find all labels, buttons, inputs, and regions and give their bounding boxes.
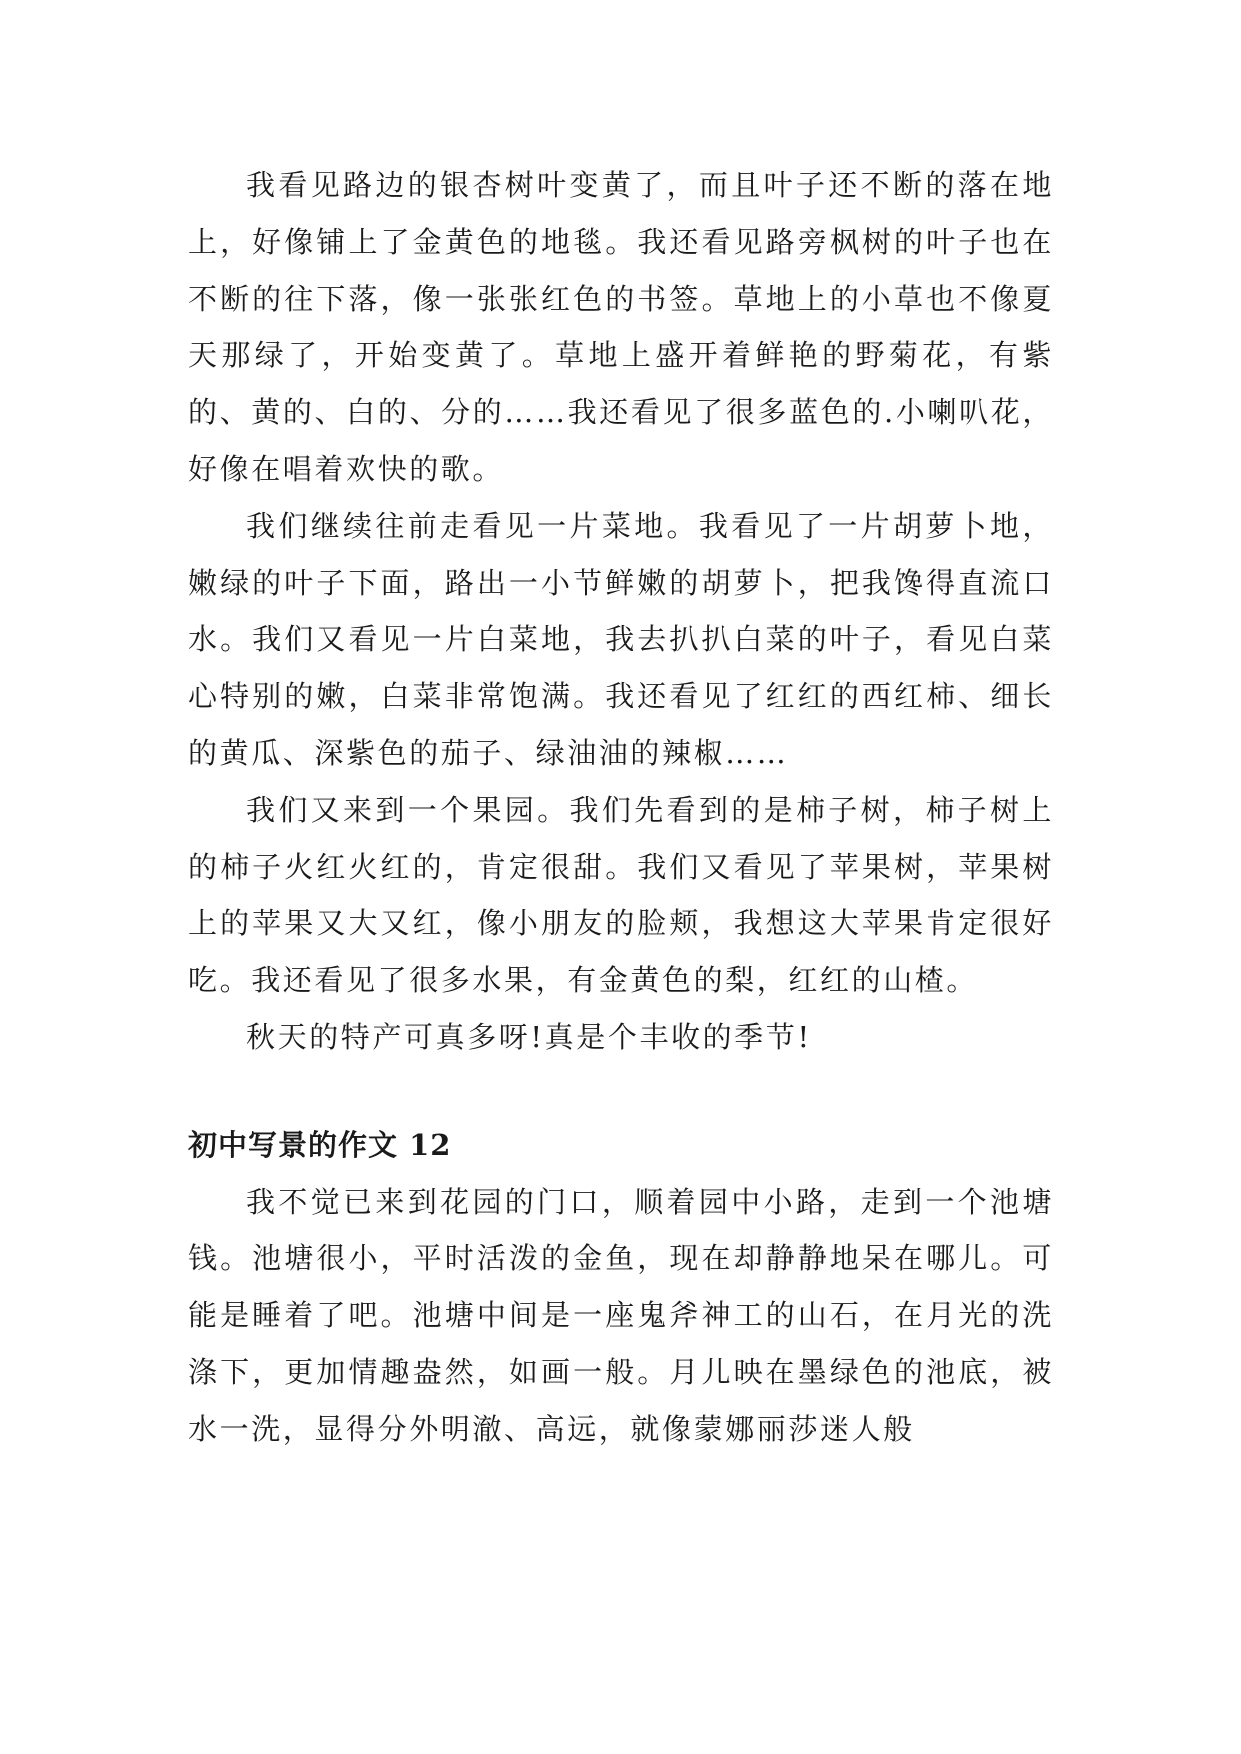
paragraph-4: 秋天的特产可真多呀!真是个丰收的季节! [246, 1019, 812, 1054]
document-page [188, 157, 1054, 1458]
paragraph-5: 我不觉已来到花园的门口，顺着园中小路，走到一个池塘钱。池塘很小，平时活泼的金鱼，现在却静静地呆在哪儿。可能是睡着了吧。池塘中间是一座鬼斧神工的山石，在月光的洗涤下，更加情趣盎然，如画一般。月儿映在墨绿色的池底，被水一洗，显得分外明澈、高远，就像蒙娜丽莎迷人般 [188, 1184, 1054, 1446]
paragraph-2: 我们继续往前走看见一片菜地。我看见了一片胡萝卜地，嫩绿的叶子下面，路出一小节鲜嫩的胡萝卜，把我馋得直流口水。我们又看见一片白菜地，我去扒扒白菜的叶子，看见白菜心特别的嫩，白菜非常饱满。我还看见了红红的西红柿、细长的黄瓜、深紫色的茄子、绿油油的辣椒…… [188, 508, 1054, 770]
section-title: 初中写景的作文 12 [188, 1127, 452, 1162]
paragraph-3: 我们又来到一个果园。我们先看到的是柿子树，柿子树上的柿子火红火红的，肯定很甜。我们又看见了苹果树，苹果树上的苹果又大又红，像小朋友的脸颊，我想这大苹果肯定很好吃。我还看见了很多水果，有金黄色的梨，红红的山楂。 [188, 792, 1054, 998]
paragraph-1: 我看见路边的银杏树叶变黄了，而且叶子还不断的落在地上，好像铺上了金黄色的地毯。我还看见路旁枫树的叶子也在不断的往下落，像一张张红色的书签。草地上的小草也不像夏天那绿了，开始变黄了。草地上盛开着鲜艳的野菊花，有紫的、黄的、白的、分的……我还看见了很多蓝色的.小喇叭花，好像在唱着欢快的歌。 [188, 168, 1054, 486]
